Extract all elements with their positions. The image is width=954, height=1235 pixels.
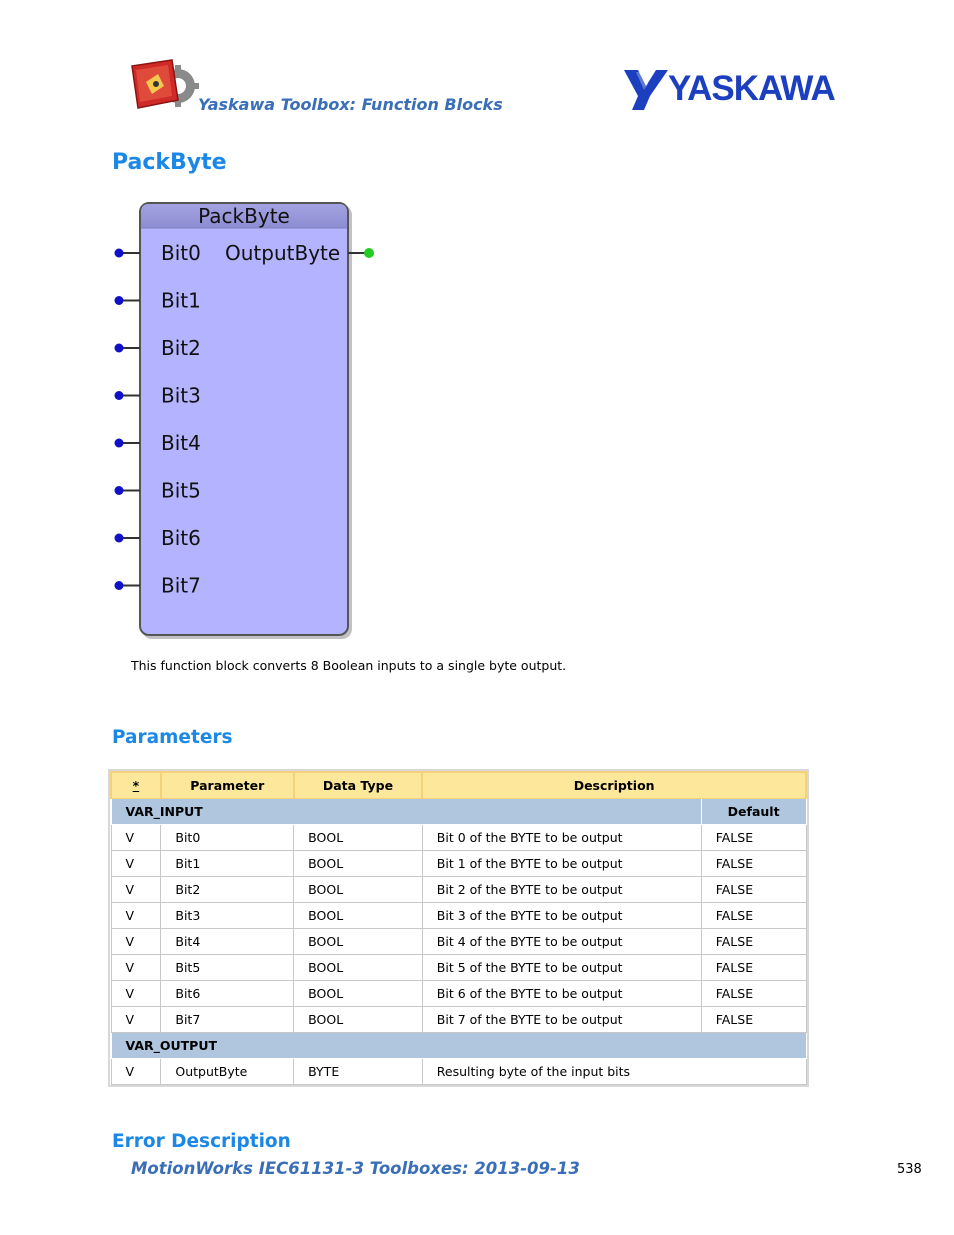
table-row <box>111 824 806 850</box>
cell-parameter: Bit5 <box>161 954 294 980</box>
cell-data-type: BOOL <box>294 928 423 954</box>
footer-title: MotionWorks IEC61131-3 Toolboxes: 2013-09-13 <box>131 1159 580 1178</box>
cell-v: V <box>111 902 161 928</box>
table-row <box>111 1006 806 1032</box>
cell-parameter: Bit0 <box>161 824 294 850</box>
section-label-var-output: VAR_OUTPUT <box>111 1032 806 1058</box>
cell-description: Bit 5 of the BYTE to be output <box>422 954 701 980</box>
input-pin <box>115 249 124 258</box>
table-header-row <box>111 772 806 798</box>
table-row <box>111 876 806 902</box>
cell-default: FALSE <box>701 824 806 850</box>
error-description-heading: Error Description <box>112 1131 291 1152</box>
default-column-header: Default <box>701 798 806 824</box>
table-row <box>111 1058 806 1084</box>
cell-data-type: BYTE <box>294 1058 423 1084</box>
input-label-bit2: Bit2 <box>161 336 201 360</box>
intro-paragraph: This function block converts 8 Boolean inputs to a single byte output. <box>131 658 567 673</box>
cell-v: V <box>111 1058 161 1084</box>
cell-v: V <box>111 824 161 850</box>
section-label-var-input: VAR_INPUT <box>111 798 701 824</box>
cell-default: FALSE <box>701 928 806 954</box>
cell-default: FALSE <box>701 980 806 1006</box>
cell-data-type: BOOL <box>294 902 423 928</box>
page-number: 538 <box>897 1162 922 1177</box>
cell-v: V <box>111 980 161 1006</box>
cell-description: Bit 0 of the BYTE to be output <box>422 824 701 850</box>
table-row <box>111 980 806 1006</box>
cell-parameter: Bit2 <box>161 876 294 902</box>
input-label-bit6: Bit6 <box>161 526 201 550</box>
table-row <box>111 954 806 980</box>
input-label-bit4: Bit4 <box>161 431 201 455</box>
table-row <box>111 928 806 954</box>
cell-description: Resulting byte of the input bits <box>422 1058 806 1084</box>
brand-logo-text: YASKAWA <box>668 69 835 108</box>
cell-description: Bit 4 of the BYTE to be output <box>422 928 701 954</box>
table-row <box>111 902 806 928</box>
cell-parameter: Bit7 <box>161 1006 294 1032</box>
cell-parameter: Bit3 <box>161 902 294 928</box>
cell-parameter: Bit4 <box>161 928 294 954</box>
page-title: PackByte <box>112 150 227 175</box>
cell-parameter: OutputByte <box>161 1058 294 1084</box>
cell-description: Bit 6 of the BYTE to be output <box>422 980 701 1006</box>
input-label-bit7: Bit7 <box>161 573 201 598</box>
cell-description: Bit 7 of the BYTE to be output <box>422 1006 701 1032</box>
cell-v: V <box>111 876 161 902</box>
cell-default: FALSE <box>701 1006 806 1032</box>
cell-v: V <box>111 928 161 954</box>
cell-default: FALSE <box>701 876 806 902</box>
column-header-star[interactable]: * <box>111 772 161 798</box>
input-pin <box>115 486 124 495</box>
input-label-bit5: Bit5 <box>161 478 201 503</box>
cell-data-type: BOOL <box>294 954 423 980</box>
cell-parameter: Bit1 <box>161 850 294 876</box>
column-header-parameter: Parameter <box>161 772 294 798</box>
input-label-bit3: Bit3 <box>161 383 201 408</box>
function-block-diagram <box>108 198 383 644</box>
output-pin <box>364 248 374 258</box>
toolbox-logo-icon <box>128 56 200 112</box>
cell-data-type: BOOL <box>294 980 423 1006</box>
cell-description: Bit 1 of the BYTE to be output <box>422 850 701 876</box>
input-pin <box>115 296 124 305</box>
cell-v: V <box>111 954 161 980</box>
cell-data-type: BOOL <box>294 1006 423 1032</box>
input-label-bit0: Bit0 <box>161 241 201 265</box>
cell-description: Bit 2 of the BYTE to be output <box>422 876 701 902</box>
cell-v: V <box>111 1006 161 1032</box>
cell-data-type: BOOL <box>294 876 423 902</box>
cell-default: FALSE <box>701 850 806 876</box>
yaskawa-logo <box>622 66 844 112</box>
column-header-data-type: Data Type <box>294 772 423 798</box>
input-pin <box>115 581 124 590</box>
block-body <box>140 203 348 635</box>
input-label-bit1: Bit1 <box>161 288 201 313</box>
cell-data-type: BOOL <box>294 824 423 850</box>
section-row-var-input <box>111 798 806 824</box>
cell-data-type: BOOL <box>294 850 423 876</box>
cell-v: V <box>111 850 161 876</box>
output-label: OutputByte <box>225 241 341 265</box>
cell-parameter: Bit6 <box>161 980 294 1006</box>
input-pin <box>115 534 124 543</box>
input-pin <box>115 391 124 400</box>
table-row <box>111 850 806 876</box>
header-title: Yaskawa Toolbox: Function Blocks <box>198 95 503 114</box>
section-row-var-output <box>111 1032 806 1058</box>
cell-description: Bit 3 of the BYTE to be output <box>422 902 701 928</box>
column-header-description: Description <box>422 772 806 798</box>
parameters-heading: Parameters <box>112 727 233 748</box>
input-pin <box>115 344 124 353</box>
input-pin <box>115 439 124 448</box>
parameters-table <box>110 771 807 1085</box>
cell-default: FALSE <box>701 954 806 980</box>
cell-default: FALSE <box>701 902 806 928</box>
block-name: PackByte <box>198 204 290 228</box>
